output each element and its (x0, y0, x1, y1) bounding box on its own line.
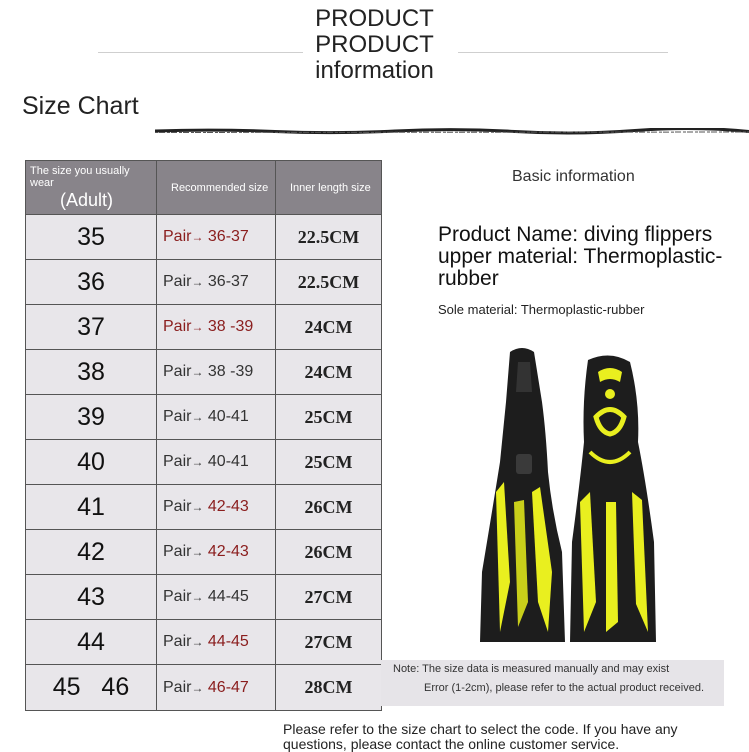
size-range: 36-37 (207, 273, 249, 290)
arrow-icon: → (191, 590, 204, 604)
table-header-row (26, 161, 382, 215)
size-cell: 45 46 (26, 665, 157, 711)
table-row (26, 530, 382, 575)
footer-note: Please refer to the size chart to select the code. If you have any questions, please contact the online customer service. (283, 721, 678, 752)
size-range: 36-37 (207, 228, 249, 245)
size-cell: 39 (26, 395, 157, 440)
inner-length-cell: 22.5CM (276, 260, 382, 305)
pair-label: Pair (163, 588, 192, 605)
inner-length-cell: 22.5CM (276, 215, 382, 260)
table-row (26, 620, 382, 665)
arrow-icon: → (191, 410, 204, 424)
table-row (26, 395, 382, 440)
title-line-2: PRODUCT (315, 31, 434, 58)
size-cell: 41 (26, 485, 157, 530)
arrow-icon: → (191, 545, 204, 559)
recommended-cell (157, 620, 276, 665)
table-row (26, 665, 382, 711)
size-table-body (26, 215, 382, 711)
inner-length-cell: 24CM (276, 305, 382, 350)
pair-label: Pair (163, 408, 192, 425)
recommended-cell (157, 485, 276, 530)
col-header-adult: (Adult) (60, 189, 114, 210)
col-header-recommended: Recommended size (157, 161, 276, 215)
basic-info-heading: Basic information (512, 168, 635, 185)
size-cell: 43 (26, 575, 157, 620)
arrow-icon: → (191, 320, 204, 334)
size-cell: 35 (26, 215, 157, 260)
sole-material: Sole material: Thermoplastic-rubber (438, 302, 645, 317)
recommended-cell (157, 575, 276, 620)
recommended-cell (157, 260, 276, 305)
inner-length-cell: 28CM (276, 665, 382, 711)
inner-length-cell: 24CM (276, 350, 382, 395)
pair-label: Pair (163, 363, 192, 380)
size-cell: 40 (26, 440, 157, 485)
arrow-icon: → (191, 455, 204, 469)
recommended-cell (157, 440, 276, 485)
table-row (26, 305, 382, 350)
size-cell: 44 (26, 620, 157, 665)
pair-label: Pair (163, 228, 192, 245)
inner-length-cell: 27CM (276, 575, 382, 620)
size-range: 38 -39 (207, 363, 254, 380)
pair-label: Pair (163, 543, 192, 560)
title-line-3: information (315, 57, 434, 84)
arrow-icon: → (191, 500, 204, 514)
header-divider-right (458, 52, 668, 53)
size-range: 40-41 (207, 408, 249, 425)
size-cell: 37 (26, 305, 157, 350)
header-divider-left (98, 52, 303, 53)
table-row (26, 440, 382, 485)
arrow-icon: → (191, 365, 204, 379)
size-cell: 42 (26, 530, 157, 575)
pair-label: Pair (163, 633, 192, 650)
table-row (26, 350, 382, 395)
recommended-cell (157, 305, 276, 350)
recommended-cell (157, 350, 276, 395)
size-range: 44-45 (207, 633, 249, 650)
size-cell: 36 (26, 260, 157, 305)
arrow-icon: → (191, 680, 204, 695)
size-range: 44-45 (207, 588, 249, 605)
pair-label: Pair (163, 678, 192, 696)
col-header-size (26, 161, 157, 215)
inner-length-cell: 27CM (276, 620, 382, 665)
inner-length-cell: 26CM (276, 530, 382, 575)
table-row (26, 485, 382, 530)
size-chart-title: Size Chart (22, 92, 139, 120)
fin-right (570, 355, 656, 642)
arrow-icon: → (191, 230, 204, 244)
size-range: 42-43 (207, 498, 249, 515)
brush-stroke-divider (155, 128, 749, 135)
col-header-inner-length: Inner length size (276, 161, 382, 215)
title-line-1: PRODUCT (315, 5, 434, 32)
recommended-cell (157, 395, 276, 440)
size-range: 40-41 (207, 453, 249, 470)
product-name: Product Name: diving flippers upper material: Thermoplastic-rubber (438, 223, 723, 290)
col-header-size-label: The size you usually wear (30, 164, 130, 189)
inner-length-cell: 25CM (276, 395, 382, 440)
size-cell: 38 (26, 350, 157, 395)
table-row (26, 215, 382, 260)
diving-fins-image (470, 342, 670, 647)
fin-left (480, 348, 565, 642)
size-range: 42-43 (207, 543, 249, 560)
pair-label: Pair (163, 273, 192, 290)
pair-label: Pair (163, 318, 192, 335)
size-range: 38 -39 (207, 318, 254, 335)
pair-label: Pair (163, 453, 192, 470)
arrow-icon: → (191, 275, 204, 289)
table-row (26, 575, 382, 620)
product-info-title (0, 6, 749, 84)
table-row (26, 260, 382, 305)
inner-length-cell: 25CM (276, 440, 382, 485)
size-range: 46-47 (207, 678, 249, 696)
recommended-cell (157, 665, 276, 711)
note-line-2: Error (1-2cm), please refer to the actual product received. (424, 682, 705, 694)
arrow-icon: → (191, 635, 204, 649)
note-line-1: Note: The size data is measured manually and may exist (393, 663, 670, 675)
inner-length-cell: 26CM (276, 485, 382, 530)
recommended-cell (157, 530, 276, 575)
recommended-cell (157, 215, 276, 260)
pair-label: Pair (163, 498, 192, 515)
size-table (25, 160, 382, 711)
